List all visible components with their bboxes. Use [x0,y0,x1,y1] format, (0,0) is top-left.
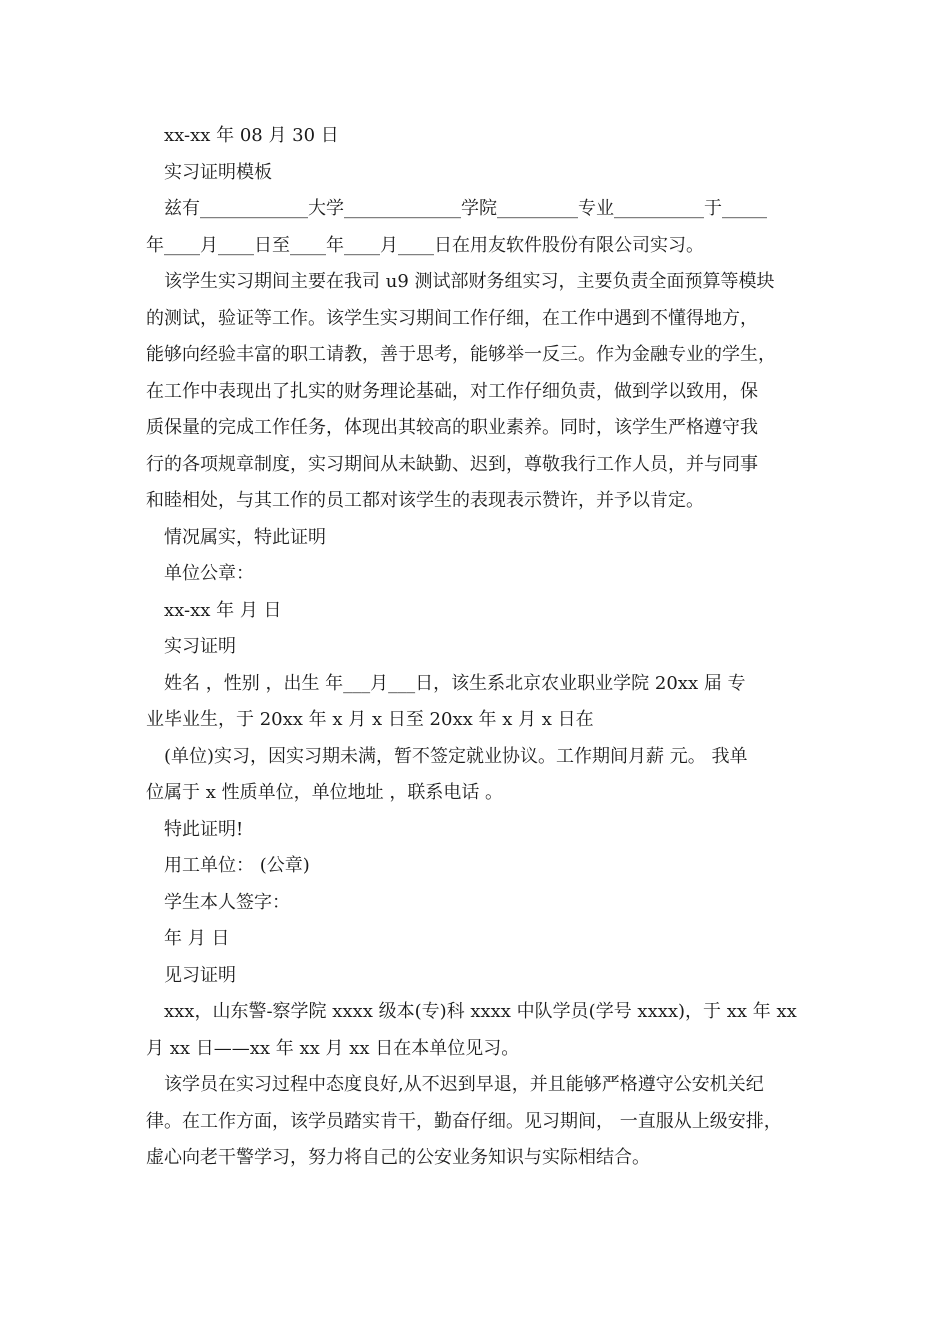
date-line: xx-xx 年 08 月 30 日 [164,125,339,146]
date-line-2: xx-xx 年 月 日 [164,599,282,621]
student-signature-label: 学生本人签字： [164,891,290,913]
certificate-line: 姓名 ，性别 ，出生 年___月___日，该生系北京农业职业学院 20xx 届 专 [164,672,746,694]
evaluation-line: 行的各项规章制度，实习期间从未缺勤、迟到，尊敬我行工作人员，并与同事 [146,453,758,475]
probation-line: xxx，山东警-察学院 xxxx 级本(专)科 xxxx 中队学员(学号 xxxx)，于 xx 年 xx [164,1001,797,1022]
certificate-line: (单位)实习，因实习期未满，暂不签定就业协议。工作期间月薪 元。 我单 [164,745,748,767]
title-probation-certificate: 见习证明 [164,964,236,986]
performance-paragraph [146,1067,806,1177]
confirm-statement: 情况属实，特此证明 [164,526,326,548]
employer-label: 用工单位： (公章) [164,855,310,876]
evaluation-line: 该学生实习期间主要在我司 u9 测试部财务组实习，主要负责全面预算等模块 [164,271,775,292]
performance-line: 该学员在实习过程中态度良好,从不迟到早退，并且能够严格遵守公安机关纪 [164,1074,764,1095]
special-certify: 特此证明! [164,818,244,840]
certificate-line: 位属于 x 性质单位，单位地址 ，联系电话 。 [146,782,504,803]
document-page [146,118,806,1177]
evaluation-line: 和睦相处，与其工作的员工都对该学生的表现表示赞许，并予以肯定。 [146,490,704,511]
certificate-paragraph [146,666,806,812]
date-line-3: 年 月 日 [164,928,230,949]
template-line-2: 年____月____日至____年____月____日在用友软件股份有限公司实习。 [146,234,704,256]
evaluation-line: 在工作中表现出了扎实的财务理论基础，对工作仔细负责，做到学以致用，保 [146,380,758,402]
performance-line: 虚心向老干警学习，努力将自己的公安业务知识与实际相结合。 [146,1147,650,1168]
evaluation-line: 的测试，验证等工作。该学生实习期间工作仔细，在工作中遇到不懂得地方， [146,307,758,329]
title-internship-certificate: 实习证明 [164,636,236,657]
probation-line: 月 xx 日——xx 年 xx 月 xx 日在本单位见习。 [146,1037,520,1059]
unit-seal-label: 单位公章： [164,563,254,584]
performance-line: 律。在工作方面，该学员踏实肯干，勤奋仔细。见习期间， 一直服从上级安排， [146,1110,782,1132]
probation-paragraph [146,994,806,1067]
template-line-1: 兹有____________大学_____________学院_________专业__________于_____ [164,198,767,219]
certificate-line: 业毕业生，于 20xx 年 x 月 x 日至 20xx 年 x 月 x 日在 [146,709,594,730]
evaluation-line: 质保量的完成工作任务，体现出其较高的职业素养。同时，该学生严格遵守我 [146,417,758,438]
evaluation-line: 能够向经验丰富的职工请教，善于思考，能够举一反三。作为金融专业的学生， [146,344,776,365]
title-internship-template: 实习证明模板 [164,161,272,183]
evaluation-paragraph [146,264,806,520]
